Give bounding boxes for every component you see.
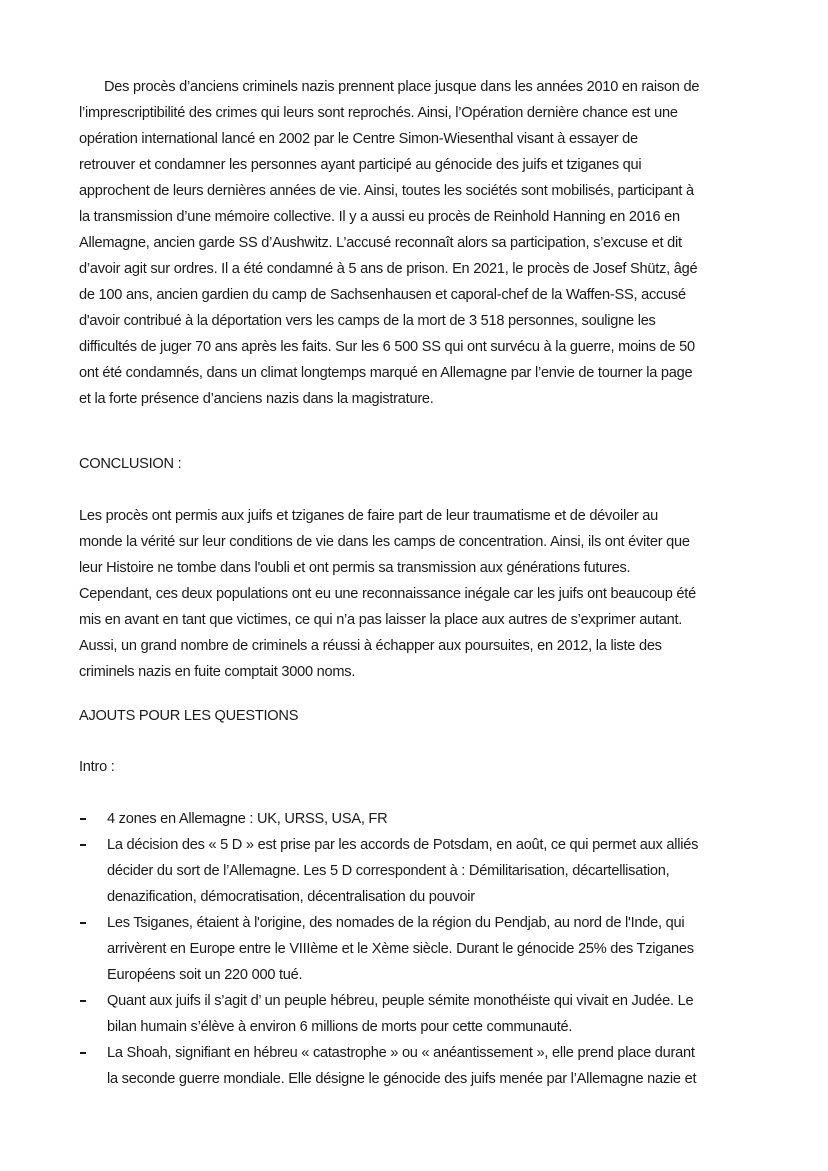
text-line: la seconde guerre mondiale. Elle désigne le génocide des juifs menée par l’Allemagne nazie et — [107, 1071, 697, 1087]
dash-bullet-icon — [80, 844, 86, 846]
text-line: La décision des « 5 D » est prise par les accords de Potsdam, en août, ce qui permet aux alliés — [107, 837, 699, 853]
text-line: la transmission d’une mémoire collective. Il y a aussi eu procès de Reinhold Hanning en 2016 en — [79, 209, 680, 225]
text-line: difficultés de juger 70 ans après les faits. Sur les 6 500 SS qui ont survécu à la guerre, moins de 50 — [79, 339, 695, 355]
text-line: bilan humain s’élève à environ 6 millions de morts pour cette communauté. — [107, 1019, 573, 1035]
text-line: ont été condamnés, dans un climat longtemps marqué en Allemagne par l’envie de tourner la page — [79, 365, 693, 381]
text-line: leur Histoire ne tombe dans l'oubli et ont permis sa transmission aux générations futures. — [79, 560, 631, 576]
text-line: d’avoir agit sur ordres. Il a été condamné à 5 ans de prison. En 2021, le procès de Josef Shütz, âgé — [79, 261, 698, 277]
dash-bullet-icon — [80, 818, 86, 820]
text-line: de 100 ans, ancien gardien du camp de Sachsenhausen et caporal-chef de la Waffen-SS, accusé — [79, 287, 686, 303]
dash-bullet-icon — [80, 1000, 86, 1002]
text-line: Quant aux juifs il s’agit d’ un peuple hébreu, peuple sémite monothéiste qui vivait en Judée. Le — [107, 993, 694, 1009]
conclusion-heading: CONCLUSION : — [79, 456, 182, 472]
text-line: Des procès d’anciens criminels nazis prennent place jusque dans les années 2010 en raison de — [104, 79, 700, 95]
ajouts-heading: AJOUTS POUR LES QUESTIONS — [79, 708, 299, 724]
text-line: arrivèrent en Europe entre le VIIIème et le Xème siècle. Durant le génocide 25% des Tziganes — [107, 941, 694, 957]
intro-heading: Intro : — [79, 759, 115, 775]
dash-bullet-icon — [80, 922, 86, 924]
text-line: opération international lancé en 2002 par le Centre Simon-Wiesenthal visant à essayer de — [79, 131, 638, 147]
text-line: et la forte présence d’anciens nazis dans la magistrature. — [79, 391, 434, 407]
text-line: criminels nazis en fuite comptait 3000 noms. — [79, 664, 356, 680]
text-line: retrouver et condamner les personnes ayant participé au génocide des juifs et tziganes qui — [79, 157, 642, 173]
text-line: l’imprescriptibilité des crimes qui leurs sont reprochés. Ainsi, l’Opération dernière chance est une — [79, 105, 678, 121]
text-line: 4 zones en Allemagne : UK, URSS, USA, FR — [107, 811, 388, 827]
text-line: Allemagne, ancien garde SS d’Aushwitz. L’accusé reconnaît alors sa participation, s’excuse et dit — [79, 235, 682, 251]
text-line: approchent de leurs dernières années de vie. Ainsi, toutes les sociétés sont mobilisés, participant à — [79, 183, 694, 199]
text-line: Cependant, ces deux populations ont eu une reconnaissance inégale car les juifs ont beaucoup été — [79, 586, 696, 602]
dash-bullet-icon — [80, 1052, 86, 1054]
text-line: mis en avant en tant que victimes, ce qui n’a pas laisser la place aux autres de s’exprimer autant. — [79, 612, 683, 628]
text-line: Aussi, un grand nombre de criminels a réussi à échapper aux poursuites, en 2012, la liste des — [79, 638, 662, 654]
text-line: monde la vérité sur leur conditions de vie dans les camps de concentration. Ainsi, ils ont éviter que — [79, 534, 690, 550]
text-line: d'avoir contribué à la déportation vers les camps de la mort de 3 518 personnes, souligne les — [79, 313, 656, 329]
text-line: Européens soit un 220 000 tué. — [107, 967, 303, 983]
text-line: Les procès ont permis aux juifs et tziganes de faire part de leur traumatisme et de dévoiler au — [79, 508, 658, 524]
text-line: La Shoah, signifiant en hébreu « catastrophe » ou « anéantissement », elle prend place durant — [107, 1045, 695, 1061]
text-line: Les Tsiganes, étaient à l'origine, des nomades de la région du Pendjab, au nord de l'Inde, qui — [107, 915, 685, 931]
text-line: décider du sort de l’Allemagne. Les 5 D correspondent à : Démilitarisation, décartellisation, — [107, 863, 670, 879]
text-line: denazification, démocratisation, décentralisation du pouvoir — [107, 889, 475, 905]
